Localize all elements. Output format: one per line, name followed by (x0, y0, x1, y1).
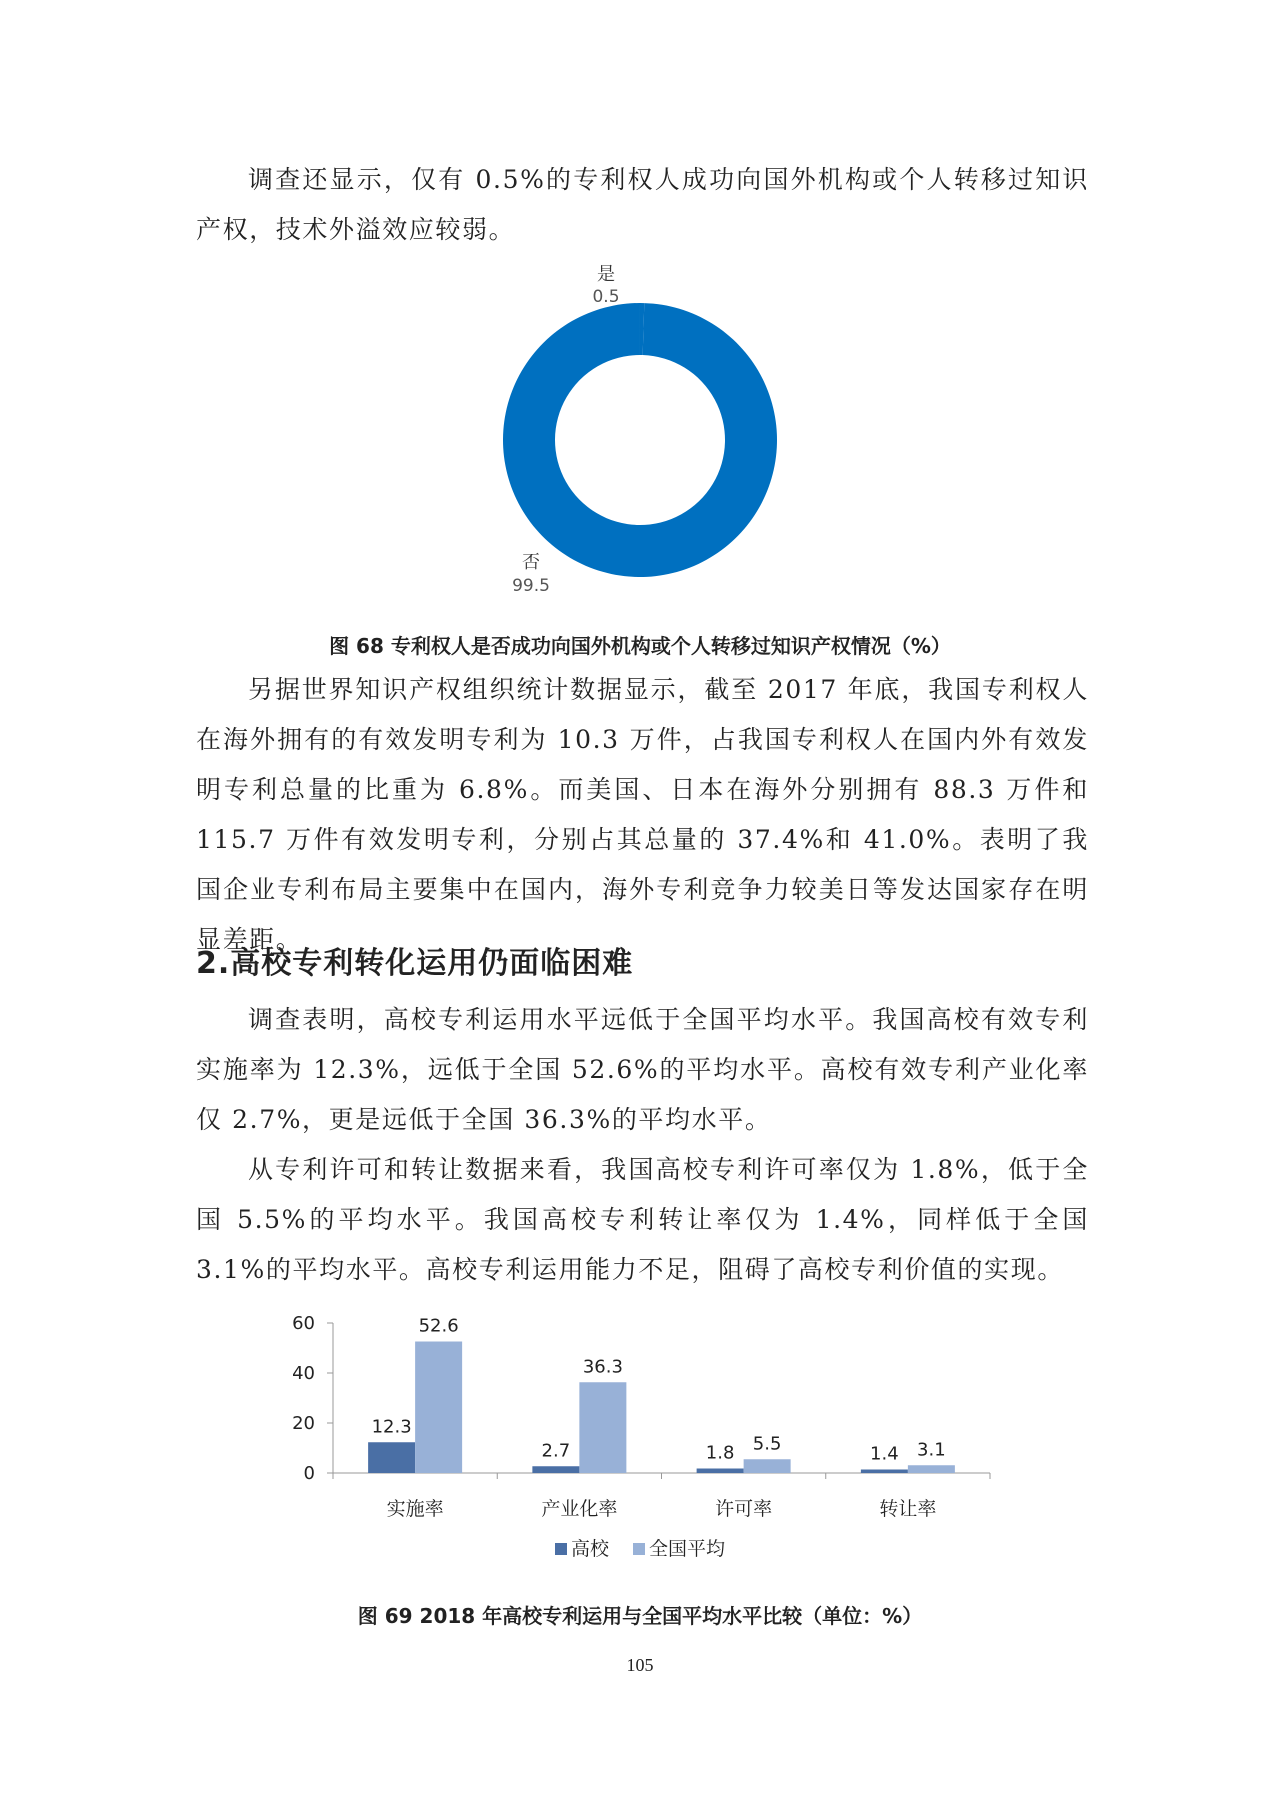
page-number: 105 (626, 1655, 654, 1675)
figure-68-caption: 图 68 专利权人是否成功向国外机构或个人转移过知识产权情况（%） (329, 634, 951, 658)
x-category-label: 许可率 (715, 1498, 773, 1520)
bar-school (368, 1442, 415, 1473)
bar-school (861, 1470, 908, 1474)
y-tick-label: 60 (292, 1313, 315, 1334)
legend-swatch-national (633, 1543, 645, 1555)
bar-national (744, 1459, 791, 1473)
bar-value-label: 1.4 (870, 1443, 899, 1465)
donut-value-no: 99.5 (512, 576, 550, 596)
x-category-label: 转让率 (879, 1498, 937, 1520)
bar-value-label: 2.7 (541, 1440, 571, 1462)
bar-school (532, 1466, 579, 1473)
bar-national (579, 1382, 626, 1473)
bar-value-label: 3.1 (917, 1439, 946, 1461)
paragraph-university: 调查表明，高校专利运用水平远低于全国平均水平。我国高校有效专利实施率为 12.3%，远低于全国 52.6%的平均水平。高校有效专利产业化率仅 2.7%，更是远低于全国 36.3%的平均水平。 (196, 1005, 1089, 1134)
donut-chart (0, 250, 1280, 610)
y-tick-label: 40 (292, 1363, 315, 1384)
legend-label-school: 高校 (571, 1538, 610, 1560)
x-category-label: 产业化率 (541, 1498, 618, 1520)
paragraph-wipo: 另据世界知识产权组织统计数据显示，截至 2017 年底，我国专利权人在海外拥有的有效发明专利为 10.3 万件，占我国专利权人在国内外有效发明专利总量的比重为 6.8%。而美国、日本在海外分别拥有 88.3 万件和 115.7 万件有效发明专利，分别占其总量的 37.4%和 41.0%。表明了我国企业专利布局主要集中在国内，海外专利竞争力较美日等发达国家存在明显差距。 (196, 675, 1089, 954)
bar-value-label: 12.3 (371, 1416, 412, 1438)
donut-label-no: 否 (522, 552, 540, 573)
y-tick-label: 0 (303, 1463, 315, 1484)
bar-value-label: 5.5 (752, 1433, 782, 1455)
donut-value-yes: 0.5 (592, 287, 620, 307)
paragraph-license: 从专利许可和转让数据来看，我国高校专利许可率仅为 1.8%，低于全国 5.5%的平均水平。我国高校专利转让率仅为 1.4%，同样低于全国 3.1%的平均水平。高校专利运用能力不足，阻碍了高校专利价值的实现。 (196, 1155, 1090, 1284)
bar-value-label: 52.6 (418, 1315, 459, 1337)
bar-value-label: 36.3 (582, 1356, 623, 1378)
paragraph-intro: 调查还显示，仅有 0.5%的专利权人成功向国外机构或个人转移过知识产权，技术外溢效应较弱。 (196, 165, 1089, 244)
x-category-label: 实施率 (386, 1498, 444, 1520)
donut-label-yes: 是 (597, 264, 615, 285)
bar-national (415, 1342, 462, 1474)
bar-value-label: 1.8 (705, 1442, 735, 1464)
legend-swatch-school (555, 1543, 567, 1555)
bar-school (697, 1469, 744, 1474)
bar-chart (0, 1310, 1280, 1590)
figure-69-caption: 图 69 2018 年高校专利运用与全国平均水平比较（单位：%） (357, 1604, 923, 1628)
y-tick-label: 20 (292, 1413, 315, 1434)
bar-national (908, 1465, 955, 1473)
section-heading: 2.高校专利转化运用仍面临困难 (196, 946, 634, 981)
legend-label-national: 全国平均 (649, 1538, 726, 1560)
